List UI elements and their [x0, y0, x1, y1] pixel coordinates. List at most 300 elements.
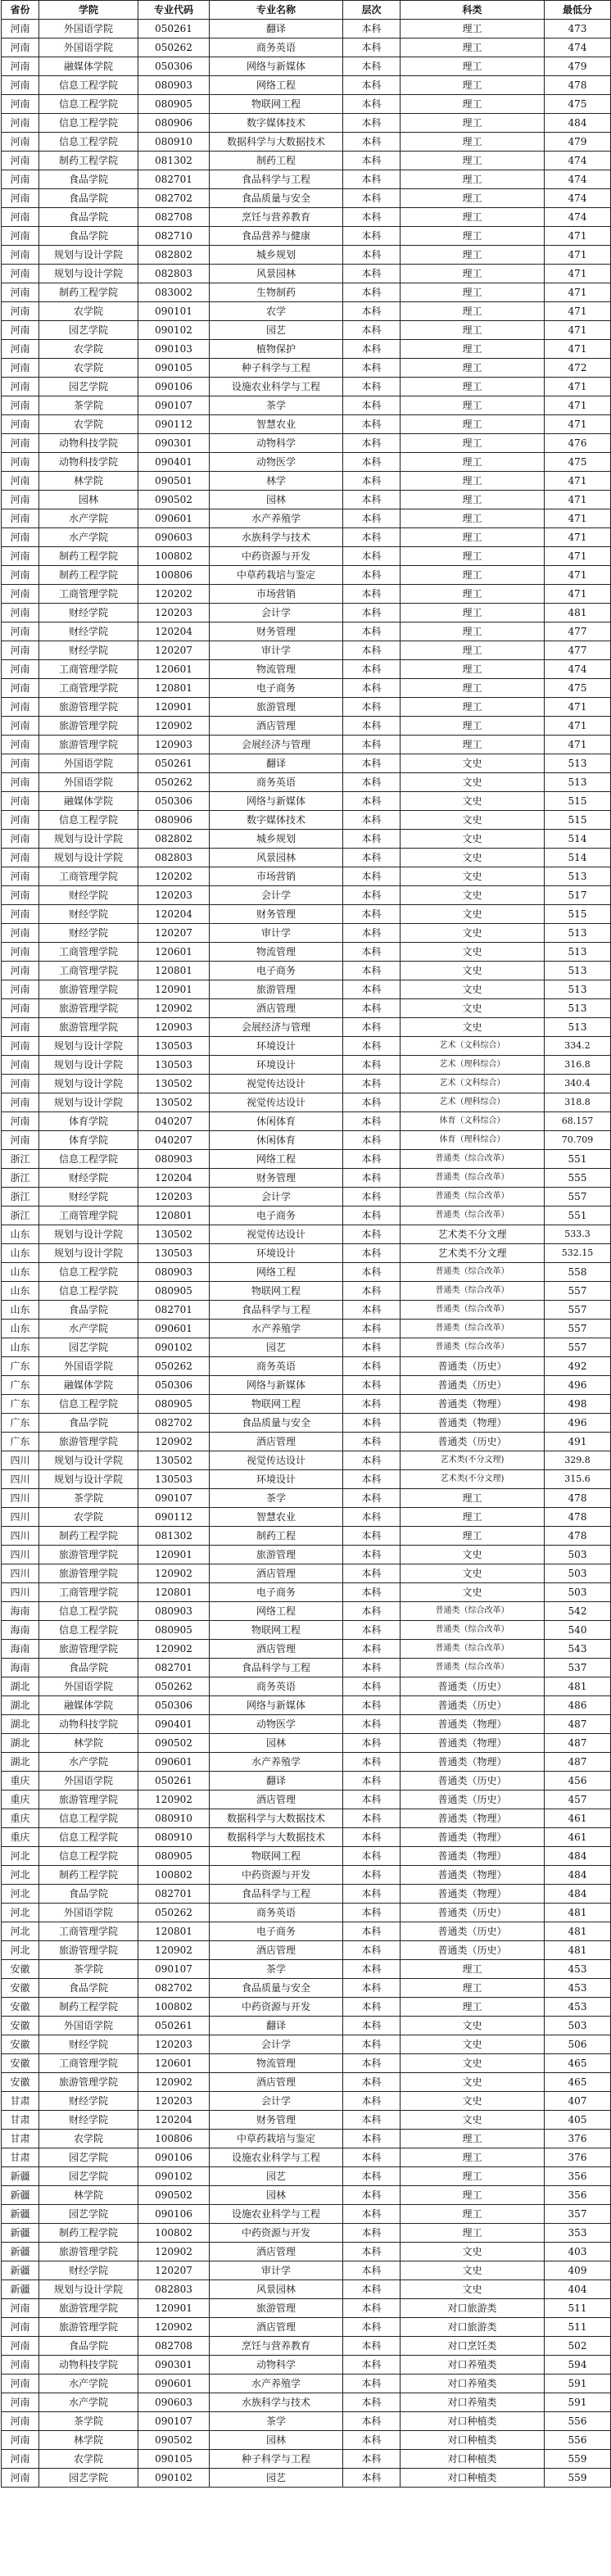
table-row: [2, 1602, 611, 1621]
cell-major-name: 物联网工程: [210, 1621, 343, 1640]
cell-min-score: 453: [545, 1960, 611, 1979]
cell-major-code: 090102: [138, 1338, 210, 1357]
cell-min-score: 506: [545, 2035, 611, 2054]
cell-province: 河南: [2, 1056, 39, 1075]
table-row: [2, 1885, 611, 1904]
cell-major-name: 视觉传达设计: [210, 1225, 343, 1244]
cell-province: 河南: [2, 754, 39, 773]
cell-major-name: 物联网工程: [210, 1395, 343, 1414]
cell-province: 浙江: [2, 1188, 39, 1207]
cell-category: 文史: [401, 849, 545, 867]
cell-major-code: 090102: [138, 2469, 210, 2488]
cell-level: 本科: [343, 208, 401, 227]
cell-category: 对口种植类: [401, 2450, 545, 2469]
table-row: [2, 717, 611, 736]
table-row: [2, 1414, 611, 1433]
cell-level: 本科: [343, 1414, 401, 1433]
cell-major-code: 120901: [138, 980, 210, 999]
cell-province: 四川: [2, 1470, 39, 1489]
cell-major-code: 080905: [138, 1621, 210, 1640]
cell-college: 农学院: [39, 302, 138, 321]
cell-province: 河南: [2, 1093, 39, 1112]
cell-province: 甘肃: [2, 2092, 39, 2111]
cell-province: 河南: [2, 566, 39, 585]
cell-major-name: 智慧农业: [210, 415, 343, 434]
cell-province: 河南: [2, 924, 39, 943]
cell-level: 本科: [343, 1715, 401, 1734]
cell-major-name: 园艺: [210, 321, 343, 340]
cell-level: 本科: [343, 189, 401, 208]
cell-category: 普通类（综合改革）: [401, 1621, 545, 1640]
cell-level: 本科: [343, 1772, 401, 1791]
cell-major-code: 050262: [138, 773, 210, 792]
cell-level: 本科: [343, 1847, 401, 1866]
cell-min-score: 537: [545, 1659, 611, 1677]
cell-level: 本科: [343, 1979, 401, 1998]
cell-level: 本科: [343, 1602, 401, 1621]
cell-major-name: 环境设计: [210, 1244, 343, 1263]
table-row: [2, 1621, 611, 1640]
cell-min-score: 318.8: [545, 1093, 611, 1112]
table-row: [2, 152, 611, 170]
cell-level: 本科: [343, 509, 401, 528]
cell-level: 本科: [343, 359, 401, 378]
cell-major-code: 090102: [138, 2167, 210, 2186]
cell-level: 本科: [343, 547, 401, 566]
cell-level: 本科: [343, 1791, 401, 1809]
cell-major-code: 120902: [138, 999, 210, 1018]
table-row: [2, 1433, 611, 1451]
cell-major-code: 080910: [138, 1809, 210, 1828]
cell-major-name: 商务英语: [210, 1677, 343, 1696]
cell-major-name: 食品科学与工程: [210, 1301, 343, 1320]
header-province: 省份: [2, 1, 39, 20]
table-row: [2, 2167, 611, 2186]
cell-major-code: 050306: [138, 1696, 210, 1715]
cell-min-score: 503: [545, 1546, 611, 1564]
header-min-score: 最低分: [545, 1, 611, 20]
cell-major-code: 080905: [138, 1282, 210, 1301]
cell-category: 文史: [401, 773, 545, 792]
cell-province: 新疆: [2, 2261, 39, 2280]
cell-major-code: 120601: [138, 2054, 210, 2073]
cell-min-score: 557: [545, 1320, 611, 1338]
cell-min-score: 557: [545, 1188, 611, 1207]
cell-major-code: 120801: [138, 679, 210, 698]
cell-level: 本科: [343, 1451, 401, 1470]
cell-level: 本科: [343, 1546, 401, 1564]
table-row: [2, 1715, 611, 1734]
cell-level: 本科: [343, 1489, 401, 1508]
cell-level: 本科: [343, 95, 401, 114]
admission-score-table: [1, 0, 611, 2488]
cell-major-code: 120204: [138, 905, 210, 924]
cell-level: 本科: [343, 1809, 401, 1828]
cell-level: 本科: [343, 133, 401, 152]
cell-province: 四川: [2, 1451, 39, 1470]
cell-college: 旅游管理学院: [39, 1564, 138, 1583]
cell-province: 河南: [2, 321, 39, 340]
cell-college: 茶学院: [39, 396, 138, 415]
cell-min-score: 474: [545, 152, 611, 170]
cell-province: 四川: [2, 1564, 39, 1583]
cell-min-score: 471: [545, 396, 611, 415]
cell-min-score: 475: [545, 453, 611, 472]
table-row: [2, 754, 611, 773]
cell-college: 园艺学院: [39, 2167, 138, 2186]
cell-min-score: 471: [545, 528, 611, 547]
cell-province: 山东: [2, 1320, 39, 1338]
cell-category: 普通类（物理）: [401, 1866, 545, 1885]
cell-level: 本科: [343, 2148, 401, 2167]
cell-province: 河南: [2, 717, 39, 736]
table-row: [2, 1056, 611, 1075]
cell-major-name: 中草药栽培与鉴定: [210, 2130, 343, 2148]
cell-min-score: 513: [545, 773, 611, 792]
cell-category: 艺术（文科综合）: [401, 1075, 545, 1093]
table-row: [2, 189, 611, 208]
cell-level: 本科: [343, 2337, 401, 2356]
table-row: [2, 943, 611, 962]
table-row: [2, 1734, 611, 1753]
cell-category: 理工: [401, 359, 545, 378]
cell-college: 财经学院: [39, 2092, 138, 2111]
cell-min-score: 591: [545, 2393, 611, 2412]
cell-province: 河南: [2, 95, 39, 114]
cell-province: 河南: [2, 830, 39, 849]
table-row: [2, 585, 611, 604]
cell-min-score: 491: [545, 1433, 611, 1451]
cell-min-score: 481: [545, 1922, 611, 1941]
cell-province: 河南: [2, 133, 39, 152]
cell-category: 普通类（物理）: [401, 1414, 545, 1433]
cell-min-score: 481: [545, 604, 611, 622]
cell-major-code: 080903: [138, 1263, 210, 1282]
cell-category: 理工: [401, 1527, 545, 1546]
table-row: [2, 811, 611, 830]
cell-major-name: 食品科学与工程: [210, 1885, 343, 1904]
table-row: [2, 1791, 611, 1809]
cell-college: 茶学院: [39, 1489, 138, 1508]
table-row: [2, 641, 611, 660]
cell-level: 本科: [343, 1998, 401, 2017]
cell-province: 河南: [2, 2299, 39, 2318]
cell-level: 本科: [343, 1433, 401, 1451]
cell-college: 动物科技学院: [39, 1715, 138, 1734]
table-row: [2, 76, 611, 95]
cell-level: 本科: [343, 660, 401, 679]
cell-province: 河南: [2, 189, 39, 208]
cell-min-score: 357: [545, 2205, 611, 2224]
cell-min-score: 356: [545, 2186, 611, 2205]
cell-province: 河南: [2, 2450, 39, 2469]
cell-major-code: 120902: [138, 2318, 210, 2337]
cell-level: 本科: [343, 1904, 401, 1922]
header-row: [2, 1, 611, 20]
cell-college: 信息工程学院: [39, 1602, 138, 1621]
cell-province: 河南: [2, 434, 39, 453]
cell-college: 食品学院: [39, 1414, 138, 1433]
cell-major-name: 物流管理: [210, 943, 343, 962]
cell-province: 河南: [2, 114, 39, 133]
cell-college: 旅游管理学院: [39, 2073, 138, 2092]
cell-college: 旅游管理学院: [39, 980, 138, 999]
cell-major-name: 旅游管理: [210, 980, 343, 999]
cell-college: 规划与设计学院: [39, 1470, 138, 1489]
cell-min-score: 492: [545, 1357, 611, 1376]
table-row: [2, 1244, 611, 1263]
table-row: [2, 2035, 611, 2054]
cell-college: 制药工程学院: [39, 1998, 138, 2017]
cell-college: 信息工程学院: [39, 95, 138, 114]
cell-major-code: 083002: [138, 283, 210, 302]
cell-major-code: 090601: [138, 1320, 210, 1338]
cell-major-name: 智慧农业: [210, 1508, 343, 1527]
cell-min-score: 476: [545, 434, 611, 453]
cell-category: 理工: [401, 133, 545, 152]
cell-province: 河南: [2, 980, 39, 999]
cell-level: 本科: [343, 2205, 401, 2224]
cell-province: 山东: [2, 1282, 39, 1301]
cell-college: 制药工程学院: [39, 566, 138, 585]
cell-category: 文史: [401, 886, 545, 905]
cell-major-name: 水产养殖学: [210, 2375, 343, 2393]
table-row: [2, 2280, 611, 2299]
cell-level: 本科: [343, 1941, 401, 1960]
cell-category: 体育（文科综合）: [401, 1112, 545, 1131]
cell-category: 艺术（理科综合）: [401, 1056, 545, 1075]
cell-min-score: 556: [545, 2412, 611, 2431]
cell-level: 本科: [343, 1885, 401, 1904]
cell-level: 本科: [343, 585, 401, 604]
cell-level: 本科: [343, 340, 401, 359]
cell-level: 本科: [343, 1376, 401, 1395]
cell-college: 体育学院: [39, 1112, 138, 1131]
cell-level: 本科: [343, 152, 401, 170]
cell-college: 规划与设计学院: [39, 830, 138, 849]
cell-category: 理工: [401, 1979, 545, 1998]
cell-major-code: 130503: [138, 1056, 210, 1075]
table-row: [2, 1866, 611, 1885]
cell-major-name: 生物制药: [210, 283, 343, 302]
cell-major-name: 会计学: [210, 2035, 343, 2054]
cell-category: 理工: [401, 2186, 545, 2205]
cell-major-code: 100806: [138, 2130, 210, 2148]
table-row: [2, 1546, 611, 1564]
cell-province: 河南: [2, 547, 39, 566]
cell-province: 甘肃: [2, 2130, 39, 2148]
cell-major-name: 酒店管理: [210, 2318, 343, 2337]
cell-level: 本科: [343, 886, 401, 905]
table-row: [2, 1093, 611, 1112]
cell-college: 水产学院: [39, 509, 138, 528]
cell-min-score: 486: [545, 1696, 611, 1715]
cell-province: 河南: [2, 265, 39, 283]
cell-category: 对口烹饪类: [401, 2337, 545, 2356]
cell-min-score: 409: [545, 2261, 611, 2280]
cell-major-code: 090107: [138, 1489, 210, 1508]
cell-level: 本科: [343, 2469, 401, 2488]
cell-major-name: 市场营销: [210, 585, 343, 604]
cell-college: 规划与设计学院: [39, 1225, 138, 1244]
table-row: [2, 773, 611, 792]
cell-min-score: 513: [545, 754, 611, 773]
cell-level: 本科: [343, 2356, 401, 2375]
cell-min-score: 514: [545, 830, 611, 849]
table-row: [2, 1075, 611, 1093]
cell-level: 本科: [343, 1207, 401, 1225]
cell-min-score: 551: [545, 1207, 611, 1225]
cell-level: 本科: [343, 1621, 401, 1640]
table-row: [2, 736, 611, 754]
cell-category: 普通类（综合改革）: [401, 1301, 545, 1320]
cell-category: 普通类（综合改革）: [401, 1320, 545, 1338]
cell-level: 本科: [343, 1150, 401, 1169]
cell-major-name: 商务英语: [210, 1904, 343, 1922]
cell-major-code: 130503: [138, 1470, 210, 1489]
cell-province: 河南: [2, 962, 39, 980]
cell-major-name: 酒店管理: [210, 1791, 343, 1809]
table-row: [2, 1376, 611, 1395]
cell-category: 理工: [401, 641, 545, 660]
table-row: [2, 2393, 611, 2412]
cell-level: 本科: [343, 378, 401, 396]
table-row: [2, 2299, 611, 2318]
cell-college: 旅游管理学院: [39, 2299, 138, 2318]
cell-level: 本科: [343, 20, 401, 38]
cell-level: 本科: [343, 1828, 401, 1847]
cell-major-code: 090105: [138, 359, 210, 378]
cell-category: 文史: [401, 867, 545, 886]
cell-college: 规划与设计学院: [39, 1244, 138, 1263]
cell-category: 艺术类(不分文理): [401, 1451, 545, 1470]
cell-min-score: 555: [545, 1169, 611, 1188]
cell-major-name: 审计学: [210, 641, 343, 660]
cell-college: 工商管理学院: [39, 962, 138, 980]
cell-min-score: 356: [545, 2167, 611, 2186]
cell-province: 甘肃: [2, 2148, 39, 2167]
cell-min-score: 487: [545, 1715, 611, 1734]
cell-major-code: 090603: [138, 2393, 210, 2412]
cell-major-name: 水族科学与技术: [210, 2393, 343, 2412]
cell-level: 本科: [343, 924, 401, 943]
cell-major-name: 食品科学与工程: [210, 170, 343, 189]
cell-province: 河南: [2, 1131, 39, 1150]
cell-major-code: 120903: [138, 1018, 210, 1037]
cell-major-name: 风景园林: [210, 849, 343, 867]
cell-college: 工商管理学院: [39, 1583, 138, 1602]
cell-college: 林学院: [39, 2186, 138, 2205]
cell-major-code: 090601: [138, 1753, 210, 1772]
cell-province: 湖北: [2, 1677, 39, 1696]
cell-major-code: 081302: [138, 1527, 210, 1546]
cell-min-score: 478: [545, 1508, 611, 1527]
cell-major-code: 090102: [138, 321, 210, 340]
cell-major-name: 网络与新媒体: [210, 792, 343, 811]
table-row: [2, 95, 611, 114]
cell-major-name: 数据科学与大数据技术: [210, 1828, 343, 1847]
cell-min-score: 70.709: [545, 1131, 611, 1150]
cell-province: 湖北: [2, 1715, 39, 1734]
cell-college: 园艺学院: [39, 1338, 138, 1357]
cell-category: 理工: [401, 736, 545, 754]
cell-major-code: 090105: [138, 2450, 210, 2469]
cell-major-name: 旅游管理: [210, 698, 343, 717]
cell-min-score: 477: [545, 641, 611, 660]
cell-province: 新疆: [2, 2167, 39, 2186]
cell-min-score: 461: [545, 1809, 611, 1828]
table-row: [2, 2469, 611, 2488]
cell-min-score: 68.157: [545, 1112, 611, 1131]
cell-major-name: 水产养殖学: [210, 509, 343, 528]
table-row: [2, 133, 611, 152]
cell-level: 本科: [343, 943, 401, 962]
cell-major-code: 080906: [138, 114, 210, 133]
cell-college: 农学院: [39, 340, 138, 359]
cell-province: 湖北: [2, 1734, 39, 1753]
cell-category: 普通类（物理）: [401, 1809, 545, 1828]
cell-college: 茶学院: [39, 2412, 138, 2431]
cell-major-code: 080903: [138, 1150, 210, 1169]
cell-college: 农学院: [39, 359, 138, 378]
table-row: [2, 2092, 611, 2111]
table-row: [2, 246, 611, 265]
cell-major-name: 数字媒体技术: [210, 114, 343, 133]
cell-level: 本科: [343, 170, 401, 189]
cell-category: 普通类（历史）: [401, 1791, 545, 1809]
cell-category: 文史: [401, 1564, 545, 1583]
cell-major-name: 审计学: [210, 2261, 343, 2280]
cell-category: 普通类（物理）: [401, 1715, 545, 1734]
cell-min-score: 515: [545, 905, 611, 924]
cell-major-code: 120801: [138, 1583, 210, 1602]
cell-province: 河南: [2, 152, 39, 170]
table-row: [2, 453, 611, 472]
cell-major-code: 120204: [138, 2111, 210, 2130]
cell-level: 本科: [343, 246, 401, 265]
cell-category: 艺术类(不分文理): [401, 1470, 545, 1489]
cell-min-score: 496: [545, 1414, 611, 1433]
cell-college: 旅游管理学院: [39, 999, 138, 1018]
cell-major-code: 090106: [138, 378, 210, 396]
cell-college: 水产学院: [39, 528, 138, 547]
cell-major-code: 120902: [138, 717, 210, 736]
cell-category: 理工: [401, 453, 545, 472]
cell-min-score: 456: [545, 1772, 611, 1791]
cell-province: 新疆: [2, 2205, 39, 2224]
cell-category: 理工: [401, 95, 545, 114]
cell-college: 旅游管理学院: [39, 2243, 138, 2261]
cell-province: 河南: [2, 509, 39, 528]
cell-level: 本科: [343, 1112, 401, 1131]
cell-province: 广东: [2, 1376, 39, 1395]
cell-category: 文史: [401, 1018, 545, 1037]
cell-province: 河南: [2, 378, 39, 396]
cell-college: 工商管理学院: [39, 1207, 138, 1225]
cell-min-score: 461: [545, 1828, 611, 1847]
cell-province: 河北: [2, 1922, 39, 1941]
cell-province: 河南: [2, 604, 39, 622]
cell-level: 本科: [343, 2111, 401, 2130]
cell-level: 本科: [343, 811, 401, 830]
cell-province: 河南: [2, 491, 39, 509]
cell-min-score: 478: [545, 76, 611, 95]
cell-category: 理工: [401, 2167, 545, 2186]
cell-category: 普通类（物理）: [401, 1885, 545, 1904]
table-row: [2, 38, 611, 57]
cell-college: 制药工程学院: [39, 2224, 138, 2243]
cell-college: 财经学院: [39, 1188, 138, 1207]
